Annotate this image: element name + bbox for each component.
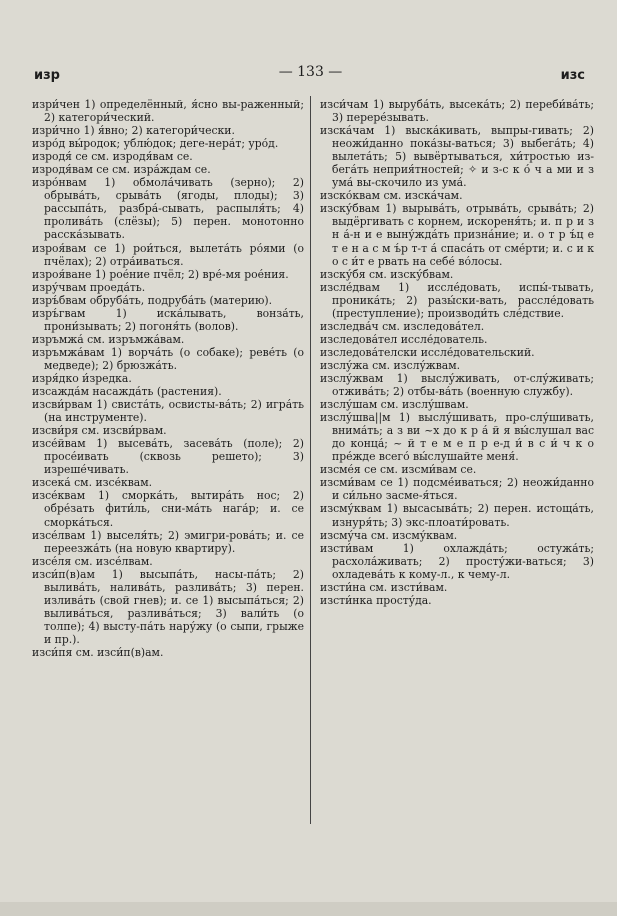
dictionary-entry: изсме́я се см. изсми́вам се. [320,463,477,477]
dictionary-entry: изро́нвам 1) обмола́чивать (зерно); 2) обрыва́ть, срыва́ть (ягоды, плоды); 3) рассыпа́ть, разбра́-сывать, распыля́ть; 4) пролива́ть (слёзы); 5) перен. монотонно расска́зывать. [32,176,304,242]
dictionary-entry: изсека́ см. изсе́квам. [32,476,153,490]
dictionary-entry: изско́квам см. изска́чам. [320,189,463,203]
dictionary-entry: изсви́рвам 1) свиста́ть, освисты-ва́ть; 2) игра́ть (на инструменте). [32,398,304,425]
page-number: — 133 — [278,64,343,80]
dictionary-entry: изси́пя см. изси́п(в)ам. [32,645,164,659]
dictionary-entry: изръ́бвам обруба́ть, подруба́ть (материю). [32,293,273,307]
dictionary-entry: изръмжа́ см. изръмжа́вам. [32,332,185,346]
header-right-guideword: изс [560,68,585,83]
dictionary-entry: изсти́на см. изсти́вам. [320,580,448,594]
dictionary-entry: изсе́лвам 1) выселя́ть; 2) эмигри-рова́ть; и. се переезжа́ть (на новую квартиру). [32,528,304,555]
dictionary-entry: изслу́шам см. изслу́швам. [320,398,469,412]
right-column [320,98,594,607]
dictionary-entry: изри́чен 1) определённый, я́сно вы-раженный; 2) категори́ческий. [32,98,304,125]
dictionary-entry: изследва́ч см. изследова́тел. [320,319,485,333]
dictionary-entry: изси́п(в)ам 1) высыпа́ть, насы-па́ть; 2) вылива́ть, налива́ть, разлива́ть; 3) перен. излива́ть (свой гнев); и. се 1) высыпа́ться; 2) вылива́ться, разлива́ться; 3) вали́ть (о толпе); 4) высту-па́ть нару́жу (о сыпи, грыже и пр.). [32,567,304,646]
dictionary-entry: изсе́йвам 1) высева́ть, засева́ть (поле); 2) просе́ивать (сквозь решето); 3) изреше́чивать. [32,437,304,477]
dictionary-entry: изслу́шва||м 1) выслу́шивать, про-слу́шивать, внима́ть; а з ви ~х до к р а́ й я вы́слушал вас до конца́; ~ й т е м е п р е-д и́ в с и́ ч к о пре́жде всего́ вы́слушайте меня́. [320,411,594,464]
dictionary-entry: изследова́телски иссле́довательский. [320,345,535,359]
dictionary-entry: изску́бвам 1) вырыва́ть, отрыва́ть, срыва́ть; 2) выдёргивать с корнем, искореня́ть; и. п р и з н а́-н и е выну́жда́ть призна́ние; и. о т р ъ́ц е т е н а с м ъ́р т-т а́ спаса́ть от сме́рти; и. с и к о с и́т е рвать на себе́ во́лосы. [320,202,594,268]
dictionary-entry: изроя́ване 1) рое́ние пчёл; 2) вре́-мя рое́ния. [32,267,289,281]
dictionary-entry: изсви́ря см. изсви́рвам. [32,424,167,438]
dictionary-entry: изсе́ля см. изсе́лвам. [32,554,153,568]
header-left-guideword: изр [34,68,60,83]
dictionary-entry: изсму́ча см. изсму́квам. [320,528,458,542]
dictionary-entry: изру́чвам проеда́ть. [32,280,146,294]
dictionary-entry: изсми́вам се 1) подсме́иваться; 2) неожи́данно и си́льно засме-я́ться. [320,476,594,503]
page-header [30,64,591,84]
dictionary-entry: изсажда́м насажда́ть (растения). [32,385,222,399]
column-divider [310,96,311,824]
dictionary-entry: изследова́тел иссле́дователь. [320,332,488,346]
dictionary-entry: изръ́гвам 1) иска́лывать, вонза́ть, прони́зывать; 2) погоня́ть (волов). [32,306,304,333]
dictionary-entry: изря́дко и́зредка. [32,371,132,385]
bottom-edge [0,902,617,916]
left-column [32,98,304,659]
dictionary-entry: изска́чам 1) выска́кивать, выпры-гивать; 2) неожи́данно пока́зы-ваться; 3) выбега́ть; 4) вылета́ть; 5) вывёртываться, хи́тростью из-бега́ть неприя́тностей; ✧ и з-с к о́ ч а ми и з ума́ вы-скочило из ума́. [320,124,594,190]
dictionary-entry: изслу́жвам 1) выслу́живать, от-слу́живать; отжива́ть; 2) отбы-ва́ть (военную службу). [320,371,594,399]
dictionary-entry: изръмжа́вам 1) ворча́ть (о собаке); реве́ть (о медведе); 2) брюзжа́ть. [32,345,304,372]
dictionary-entry: изсле́двам 1) иссле́довать, испы́-тывать, проника́ть; 2) разы́ски-вать, рассле́довать (преступление); производи́ть сле́дствие. [320,280,594,320]
dictionary-entry: изсти́нка просту́да. [320,593,432,607]
dictionary-entry: изродя́ се см. изродя́вам се. [32,150,193,164]
dictionary-entry: изслу́жа см. изслу́жвам. [320,358,461,372]
dictionary-entry: изродя́вам се см. изра́ждам се. [32,163,211,177]
dictionary-entry: изро́д вы́родок; ублю́док; деге-нера́т; уро́д. [32,137,279,151]
dictionary-entry: изсе́квам 1) сморка́ть, вытира́ть нос; 2) обре́зать фити́ль, сни-ма́ть нага́р; и. се сморка́ться. [32,489,304,529]
dictionary-entry: изсму́квам 1) высасыва́ть; 2) перен. истоща́ть, изнуря́ть; 3) экс-плоати́ровать. [320,502,594,529]
dictionary-entry: изсти́вам 1) охлажда́ть; остужа́ть; расхола́живать; 2) просту́жи-ваться; 3) охладева́ть к кому-л., к чему-л. [320,541,594,581]
dictionary-entry: изску́бя см. изску́бвам. [320,267,454,281]
dictionary-entry: изси́чам 1) выруба́ть, высека́ть; 2) переби́ва́ть; 3) перере́зывать. [320,98,594,125]
dictionary-entry: изроя́вам се 1) рои́ться, вылета́ть ро́ями (о пчёлах); 2) отра́иваться. [32,241,304,268]
dictionary-entry: изри́чно 1) я́вно; 2) категори́чески. [32,124,235,138]
